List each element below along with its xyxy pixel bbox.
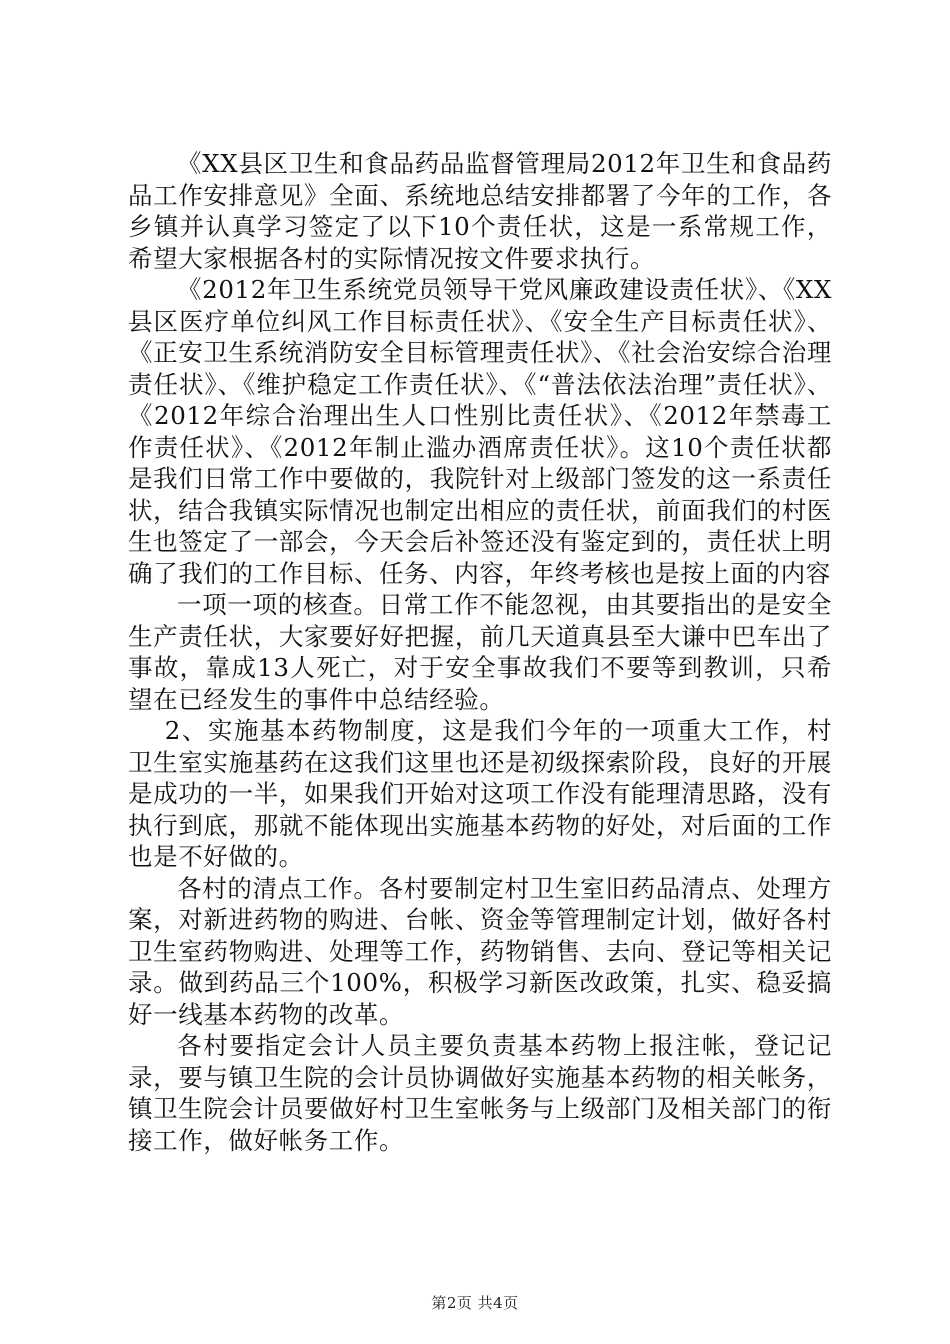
paragraph-basic-drug-system: 2、实施基本药物制度，这是我们今年的一项重大工作，村卫生室实施基药在这我们这里也还是初级探索阶段，良好的开展是成功的一半，如果我们开始对这项工作没有能理清思路，没有执行到底，那就不能体现出实施基本药物的好处，对后面的工作也是不好做的。 xyxy=(128,716,832,871)
paragraph-responsibility-list: 《2012年卫生系统党员领导干党风廉政建设责任状》、《XX县区医疗单位纠风工作目标责任状》、《安全生产目标责任状》、《正安卫生系统消防安全目标管理责任状》、《社会治安综合治理责任状》、《维护稳定工作责任状》、《“普法依法治理”责任状》、《2012年综合治理出生人口性别比责任状》、《2012年禁毒工作责任状》、《2012年制止滥办酒席责任状》。这10个责任状都是我们日常工作中要做的，我院针对上级部门签发的这一系责任状，结合我镇实际情况也制定出相应的责任状，前面我们的村医生也签定了一部会，今天会后补签还没有鉴定到的，责任状上明确了我们的工作目标、任务、内容，年终考核也是按上面的内容 xyxy=(128,275,832,588)
document-body xyxy=(128,148,832,1156)
page-number-footer: 第2页 共4页 xyxy=(431,1294,519,1312)
paragraph-accounting-work: 各村要指定会计人员主要负责基本药物上报注帐，登记记录，要与镇卫生院的会计员协调做好实施基本药物的相关帐务，镇卫生院会计员要做好村卫生室帐务与上级部门及相关部门的衔接工作，做好帐务工作。 xyxy=(128,1031,832,1155)
paragraph-safety-check: 一项一项的核查。日常工作不能忽视，由其要指出的是安全生产责任状，大家要好好把握，前几天道真县至大谦中巴车出了事故，靠成13人死亡，对于安全事故我们不要等到教训，只希望在已经发生的事件中总结经验。 xyxy=(128,590,832,714)
paragraph-inventory-work: 各村的清点工作。各村要制定村卫生室旧药品清点、处理方案，对新进药物的购进、台帐、资金等管理制定计划，做好各村卫生室药物购进、处理等工作，药物销售、去向、登记等相关记录。做到药品三个100%，积极学习新医改政策，扎实、稳妥搞好一线基本药物的改革。 xyxy=(128,873,832,1029)
paragraph-work-arrangement: 《XX县区卫生和食品药品监督管理局2012年卫生和食品药品工作安排意见》全面、系统地总结安排都署了今年的工作，各乡镇并认真学习签定了以下10个责任状，这是一系常规工作，希望大家根据各村的实际情况按文件要求执行。 xyxy=(128,149,832,273)
